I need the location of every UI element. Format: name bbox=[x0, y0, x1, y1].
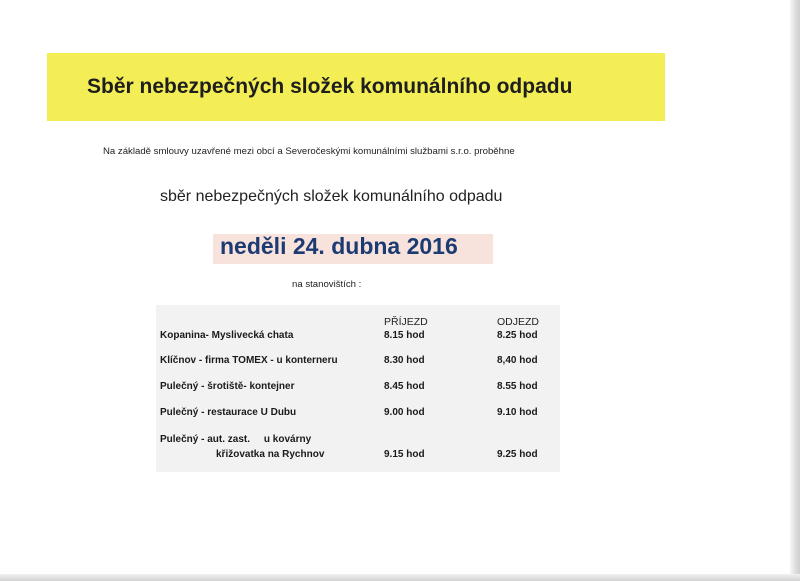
scan-edge-bottom bbox=[0, 574, 800, 581]
table-row-location: Klíčnov - firma TOMEX - u konterneru bbox=[160, 355, 338, 366]
table-row-departure: 8.25 hod bbox=[497, 330, 538, 341]
table-row-location: Pulečný - restaurace U Dubu bbox=[160, 407, 297, 418]
table-row-departure: 8,40 hod bbox=[497, 355, 538, 366]
scan-edge-right bbox=[790, 0, 800, 581]
table-row-location: Kopanina- Myslivecká chata bbox=[160, 330, 294, 341]
subheading: sběr nebezpečných složek komunálního odpadu bbox=[160, 188, 503, 205]
departure-header: ODJEZD bbox=[497, 316, 539, 328]
table-row-location: Pulečný - šrotiště- kontejner bbox=[160, 381, 295, 392]
page-title: Sběr nebezpečných složek komunálního odpadu bbox=[87, 75, 573, 98]
table-row-arrival: 9.00 hod bbox=[384, 407, 425, 418]
table-row-arrival: 8.45 hod bbox=[384, 381, 425, 392]
title-banner bbox=[47, 53, 665, 121]
collection-date: neděli 24. dubna 2016 bbox=[220, 233, 458, 259]
table-row-arrival: 8.30 hod bbox=[384, 355, 425, 366]
table-row-location: Pulečný - aut. zast. u kovárny bbox=[160, 434, 312, 445]
table-row-arrival: 9.15 hod bbox=[384, 449, 425, 460]
stations-label: na stanovištích : bbox=[292, 279, 362, 290]
table-row-arrival: 8.15 hod bbox=[384, 330, 425, 341]
table-row-departure: 9.25 hod bbox=[497, 449, 538, 460]
intro-text: Na základě smlouvy uzavřené mezi obcí a Severočeskými komunálními službami s.r.o. proběhne bbox=[103, 146, 515, 157]
table-row-location-line2: křižovatka na Rychnov bbox=[216, 449, 325, 460]
table-row-departure: 9.10 hod bbox=[497, 407, 538, 418]
table-row-departure: 8.55 hod bbox=[497, 381, 538, 392]
arrival-header: PŘÍJEZD bbox=[384, 316, 428, 328]
